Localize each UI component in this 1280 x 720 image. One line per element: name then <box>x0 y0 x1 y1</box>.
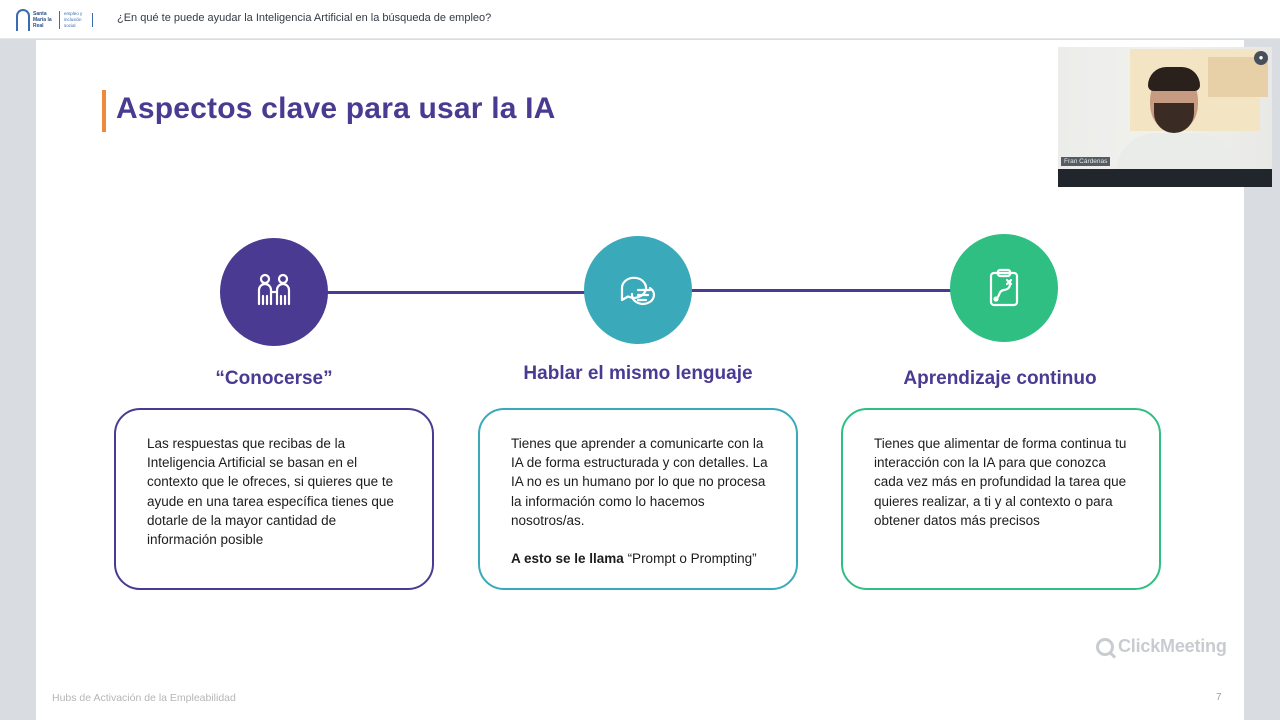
logo-text: Santa María la Real <box>33 11 52 29</box>
card-text: Tienes que aprender a comunicarte con la IA de forma estructurada y con detalles. La IA no es un humano por lo que no procesa la información como lo hacemos nosotros/as. <box>511 436 768 528</box>
info-card <box>478 408 798 590</box>
connector-line <box>690 289 952 292</box>
meeting-title: ¿En qué te puede ayudar la Inteligencia Artificial en la búsqueda de empleo? <box>117 12 492 24</box>
info-card <box>841 408 1161 590</box>
info-card <box>114 408 434 590</box>
card-note <box>511 549 768 568</box>
microphone-icon[interactable]: ● <box>1254 51 1268 65</box>
card-title: Aprendizaje continuo <box>903 368 1097 389</box>
watermark-text: ClickMeeting <box>1118 636 1227 656</box>
presenter-name-label: Fran Cárdenas <box>1061 157 1110 166</box>
clickmeeting-logo-icon <box>1096 638 1114 656</box>
logo-divider <box>59 11 60 29</box>
organization-logo <box>16 6 96 34</box>
logo-subtext: empleo y inclusión social <box>64 11 83 28</box>
heading-accent-bar <box>102 90 106 132</box>
top-bar <box>0 0 1280 39</box>
slide-heading: Aspectos clave para usar la IA <box>116 92 556 125</box>
slide-footer: Hubs de Activación de la Empleabilidad <box>52 692 236 704</box>
logo-divider-2 <box>92 13 93 27</box>
connector-line <box>326 291 586 294</box>
note-bold: A esto se le llama <box>511 551 624 567</box>
card-text: Las respuestas que recibas de la Inteligencia Artificial se basan en el contexto que le ofreces, si quieres que te ayude en una tarea específica tienes que dotarle de la mayor cantidad de información posible <box>147 436 394 548</box>
presenter-hair <box>1148 67 1200 91</box>
chat-icon <box>584 236 692 344</box>
card-title: “Conocerse” <box>215 368 333 389</box>
people-icon <box>220 238 328 346</box>
clickmeeting-watermark <box>1096 636 1227 657</box>
card-text: Tienes que alimentar de forma continua tu interacción con la IA para que conozca cada vez más en profundidad la tarea que quieres realizar, a ti y al contexto o para obtener datos más precisos <box>874 436 1127 528</box>
card-title: Hablar el mismo lenguaje <box>523 363 753 384</box>
video-bottom-bar <box>1058 169 1272 187</box>
note-rest: “Prompt o Prompting” <box>623 551 757 567</box>
page-number: 7 <box>1216 692 1222 703</box>
strategy-clipboard-icon <box>950 234 1058 342</box>
church-logo-icon <box>16 9 30 31</box>
webcam-video-tile[interactable] <box>1058 47 1272 187</box>
